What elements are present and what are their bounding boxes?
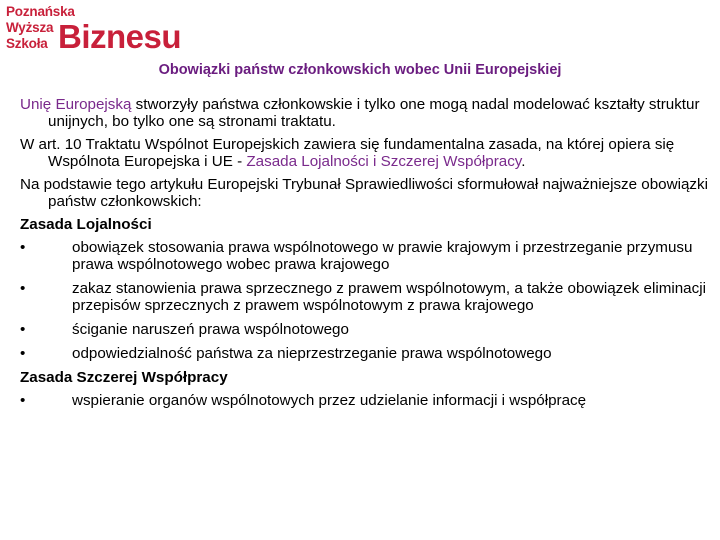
bullet-icon: • [20, 345, 26, 362]
list-item [20, 239, 710, 273]
logo-line-1: Poznańska [6, 4, 75, 19]
list-item-text: ściganie naruszeń prawa wspólnotowego [72, 321, 349, 338]
list-item [20, 345, 710, 362]
logo-line-3: Szkoła [6, 36, 48, 51]
paragraph-tribunal [20, 176, 710, 210]
list-item [20, 280, 710, 314]
loyalty-bullet-list [20, 239, 710, 362]
logo-line-2: Wyższa [6, 20, 54, 35]
list-item-text: zakaz stanowienia prawa sprzecznego z prawem wspólnotowym, a także obowiązek eliminacji przepisów sprzecznych z prawem wspólnotowym z prawa krajowego [72, 280, 706, 314]
bullet-icon: • [20, 392, 26, 409]
bullet-icon: • [20, 239, 26, 256]
paragraph-intro-text: stworzyły państwa członkowskie i tylko one mogą nadal modelować kształty struktur unijnych, bo tylko one są stronami traktatu. [48, 96, 700, 130]
slide-title: Obowiązki państw członkowskich wobec Unii Europejskiej [158, 62, 562, 78]
paragraph-article-text: W art. 10 Traktatu Wspólnot Europejskich zawiera się fundamentalna zasada, na której opiera się Wspólnota Europejska i UE - [20, 136, 675, 170]
paragraph-article-accent: Zasada Lojalności i Szczerej Współpracy [246, 153, 522, 170]
logo-wordmark: Biznesu [58, 18, 182, 55]
list-item-text: wspieranie organów wspólnotowych przez udzielanie informacji i współpracę [72, 392, 587, 409]
section-heading-loyalty: Zasada Lojalności [20, 216, 152, 233]
list-item [20, 392, 710, 409]
bullet-icon: • [20, 280, 26, 297]
slide-content [20, 96, 710, 416]
bullet-icon: • [20, 321, 26, 338]
school-logo [6, 4, 186, 56]
cooperation-bullet-list [20, 392, 710, 409]
paragraph-intro-accent: Unię Europejską [20, 96, 132, 113]
list-item [20, 321, 710, 338]
list-item-text: obowiązek stosowania prawa wspólnotowego w prawie krajowym i przestrzeganie przymusu prawa wspólnotowego wobec prawa krajowego [72, 239, 693, 273]
paragraph-tribunal-text: Na podstawie tego artykułu Europejski Trybunał Sprawiedliwości sformułował najważniejsze obowiązki państw członkowskich: [20, 176, 708, 210]
paragraph-article [20, 136, 710, 170]
section-heading-cooperation: Zasada Szczerej Współpracy [20, 369, 228, 386]
paragraph-article-tail: . [521, 153, 526, 170]
list-item-text: odpowiedzialność państwa za nieprzestrzeganie prawa wspólnotowego [72, 345, 552, 362]
paragraph-intro [20, 96, 710, 130]
